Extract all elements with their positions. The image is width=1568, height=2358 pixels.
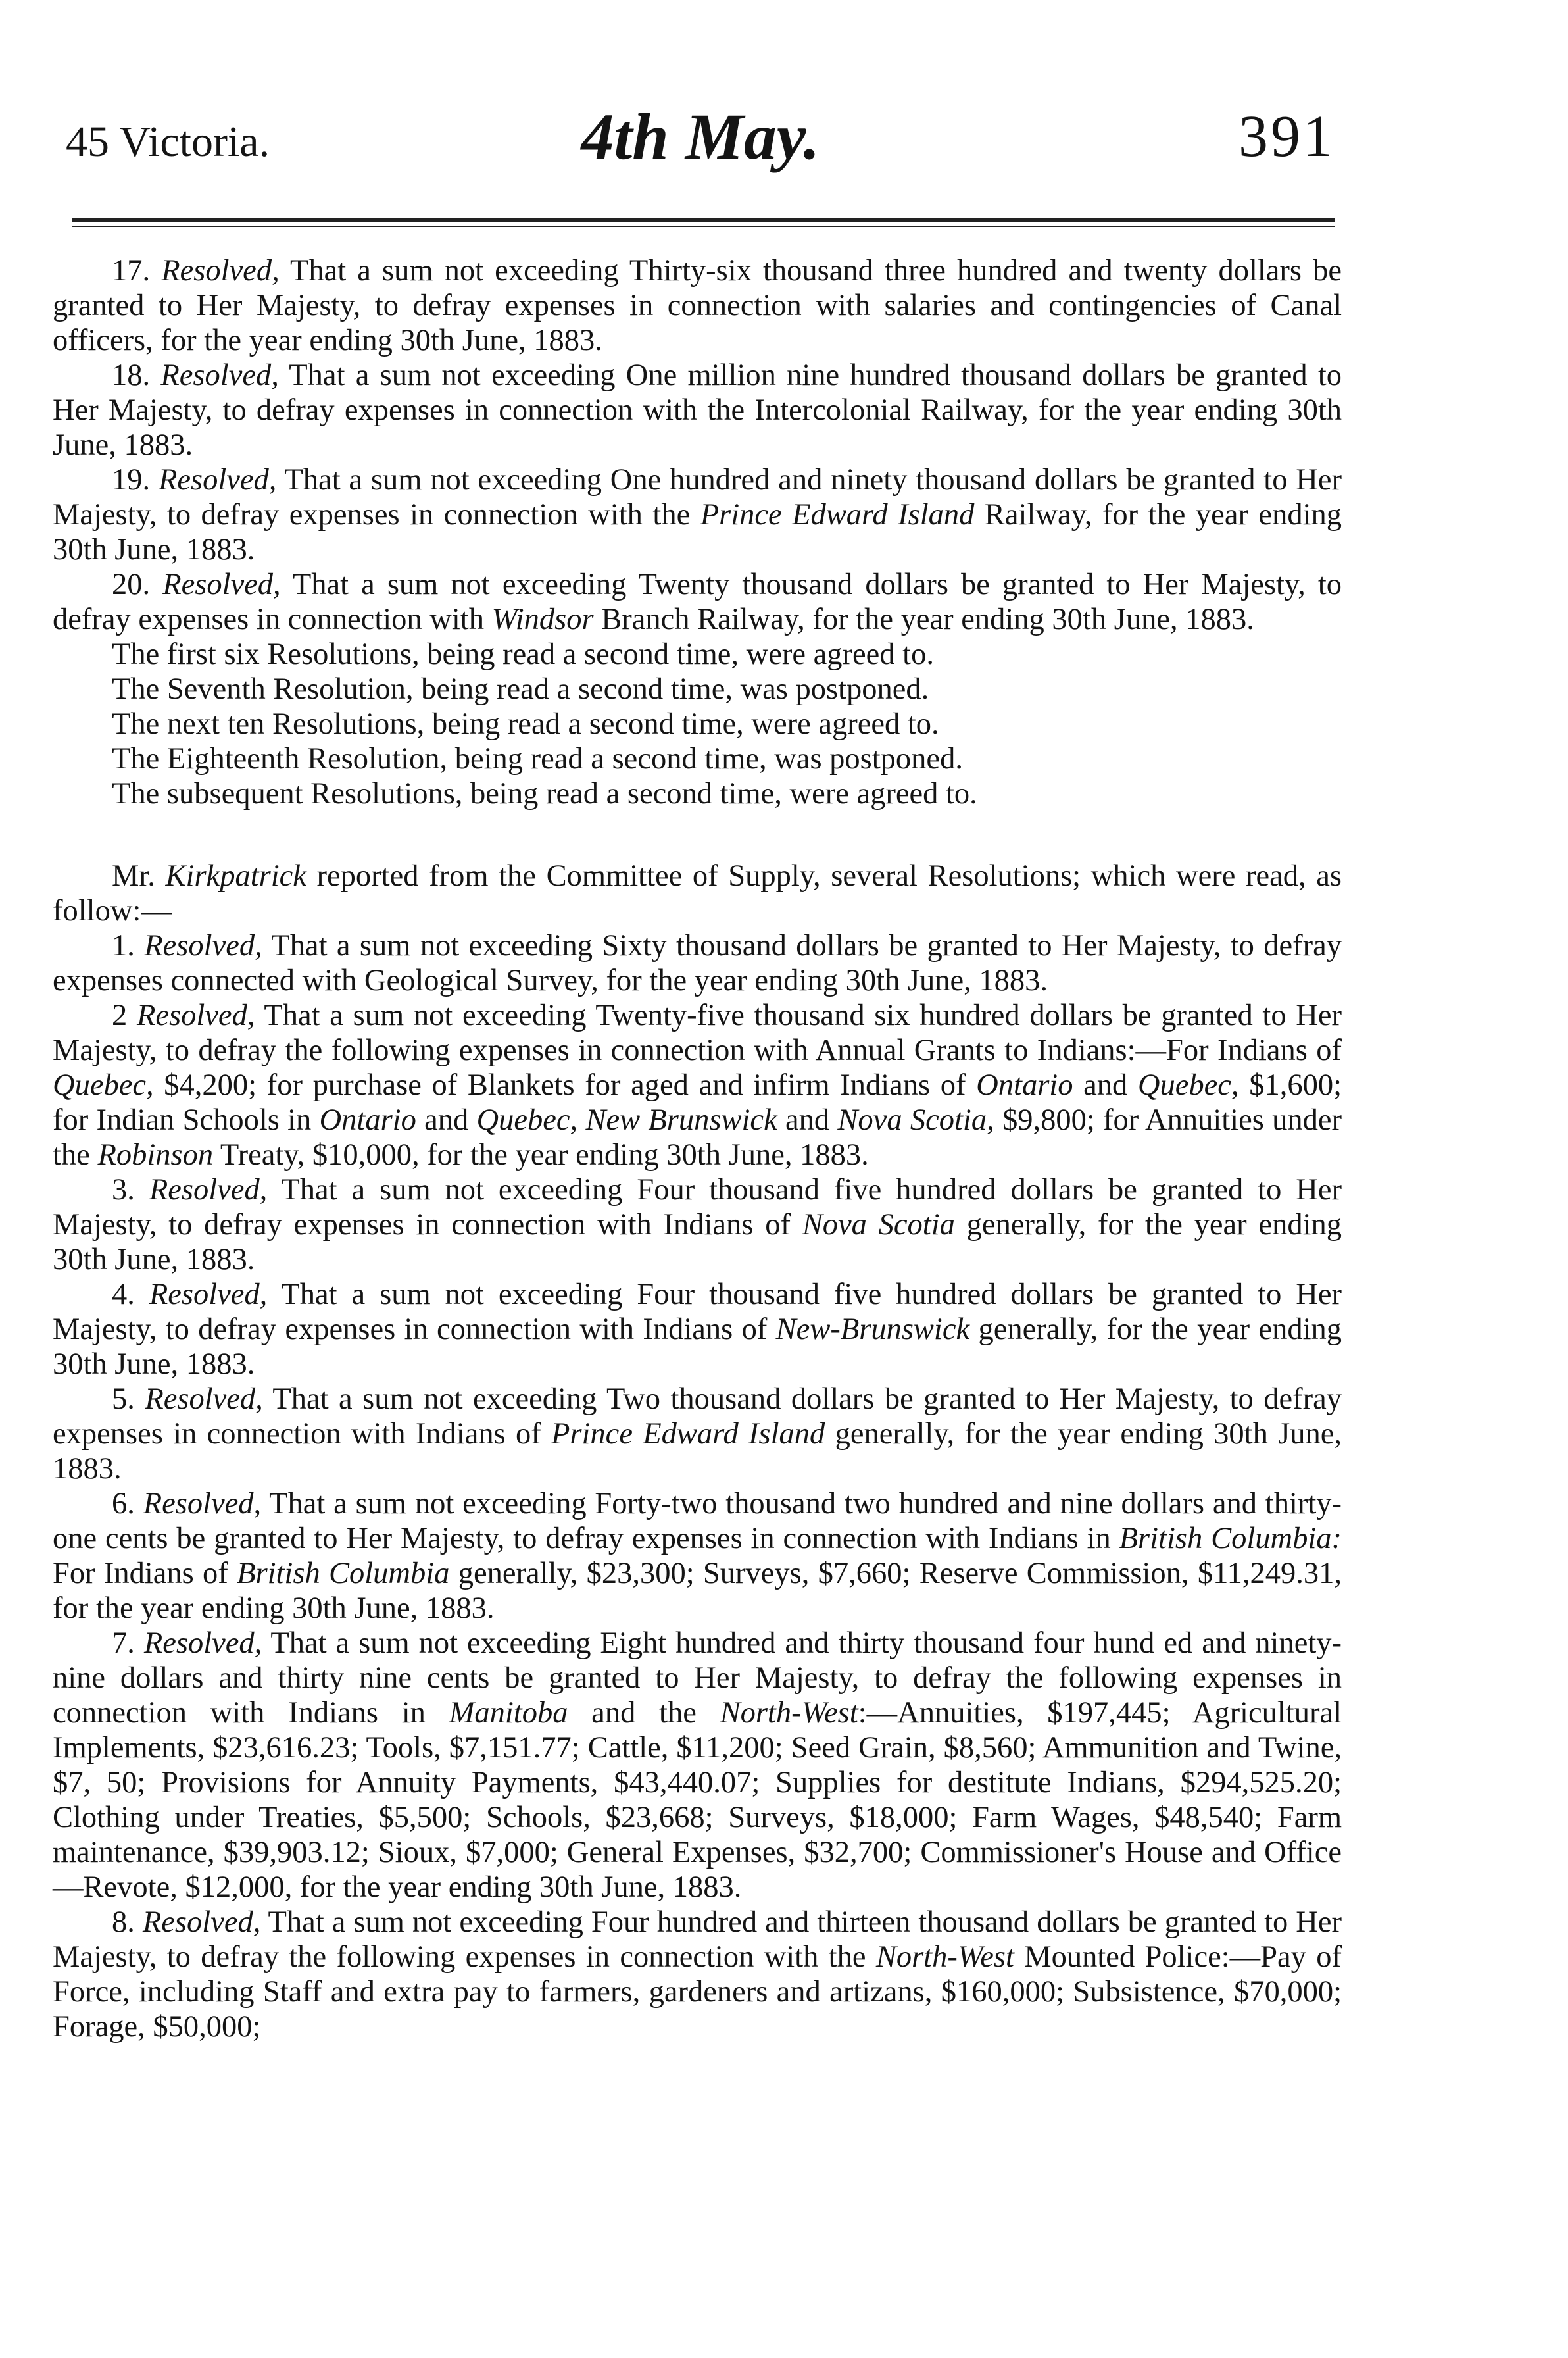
resolution-number: 6. (112, 1487, 143, 1520)
resolution-outcome: The Eighteenth Resolution, being read a second time, was postponed. (112, 742, 963, 776)
resolution (53, 358, 1342, 463)
regnal-year: 45 Victoria. (66, 118, 270, 166)
section1-outcomes (53, 637, 1342, 811)
resolution (53, 998, 1342, 1172)
text-run: That a sum not exceeding Four thousand five hundred dollars be granted to Her Majesty, to defray expenses in connection with Indians of (53, 1173, 1342, 1242)
resolution (53, 928, 1342, 998)
section1-resolutions (53, 253, 1342, 637)
italic-text: Resolved, (162, 568, 281, 601)
resolution-number: 1. (112, 929, 145, 963)
text-run: $1,600; for Indian Schools in (53, 1068, 1342, 1137)
text-run: Branch Railway, for the year ending 30th June, 1883. (593, 603, 1254, 636)
resolution-number: 19. (112, 463, 159, 497)
italic-text: Resolved, (149, 1173, 268, 1207)
resolution-number: 5. (112, 1382, 145, 1416)
italic-text: Windsor (491, 603, 594, 636)
text-run: :—Annuities, $197,445; Agricultural Implements, $23,616.23; Tools, $7,151.77; Cattle, $11,200; Seed Grain, $8,560; Ammunition and Twine, $7, 50; Provisions for Annuity Payments, $43,440.07; Supplies for destitute Indians, $294,525.20; Clothing under Treaties, $5,500; Schools, $23,668; Surveys, $18,000; Farm Wages, $48,540; Farm maintenance, $39,903.12; Sioux, $7,000; General Expenses, $32,700; Commissioner's House and Office—Revote, $12,000, for the year ending 30th June, 1883. (53, 1696, 1342, 1904)
resolution (53, 463, 1342, 567)
text-run: That a sum not exceeding Two thousand dollars be granted to Her Majesty, to defray expenses in connection with Indians of (53, 1382, 1342, 1451)
text-run: Railway, for the year ending 30th June, 1883. (53, 498, 1342, 566)
italic-text: Resolved, (144, 929, 262, 963)
italic-text: Resolved, (142, 1905, 261, 1939)
resolution (53, 1382, 1342, 1486)
text-run: reported from the Committee of Supply, several Resolutions; which were read, as follow:— (53, 859, 1342, 928)
italic-text: Quebec, (53, 1068, 154, 1102)
resolution-number: 18. (112, 359, 161, 392)
text-run: That a sum not exceeding Four hundred and thirteen thousand dollars be granted to Her Majesty, to defray the following expenses in connection with the (53, 1905, 1342, 1974)
text-run: and (777, 1103, 838, 1137)
text-run: That a sum not exceeding Thirty-six thousand three hundred and twenty dollars be granted to Her Majesty, to defray expenses in connection with salaries and contingencies of Canal officers, for the year ending 30th June, 1883. (53, 254, 1342, 357)
resolution (53, 1486, 1342, 1626)
italic-text: British Columbia: (1119, 1522, 1342, 1555)
resolution (53, 253, 1342, 358)
italic-text: Resolved, (160, 359, 279, 392)
italic-text: Resolved, (145, 1382, 263, 1416)
section2-resolutions (53, 928, 1342, 2044)
resolution (53, 1172, 1342, 1277)
italic-text: Resolved, (143, 1487, 262, 1520)
text-run: That a sum not exceeding One million nine hundred thousand dollars be granted to Her Majesty, to defray expenses in connection with the Intercolonial Railway, for the year ending 30th June, 1883. (53, 359, 1342, 462)
italic-text: Resolved, (161, 254, 280, 288)
italic-text: Nova Scotia (802, 1208, 955, 1242)
text-run: Treaty, $10,000, for the year ending 30th June, 1883. (213, 1138, 869, 1172)
resolution-number: 20. (112, 568, 163, 601)
resolution-number: 4. (112, 1278, 149, 1311)
resolution (53, 1277, 1342, 1382)
header-date: 4th May. (581, 100, 820, 173)
text-run: That a sum not exceeding Forty-two thousand two hundred and nine dollars and thirty-one cents be granted to Her Majesty, to defray expenses in connection with Indians in (53, 1487, 1342, 1555)
section-gap (53, 811, 1342, 859)
supply-report-intro (53, 859, 1342, 928)
resolution (53, 1905, 1342, 2044)
text-run: and the (568, 1696, 720, 1730)
italic-text: Nova Scotia, (837, 1103, 994, 1137)
italic-text: Manitoba (449, 1696, 568, 1730)
resolution (53, 1626, 1342, 1905)
italic-text: Prince Edward Island (700, 498, 975, 532)
italic-text: British Columbia (237, 1557, 450, 1590)
text-run: That a sum not exceeding Sixty thousand dollars be granted to Her Majesty, to defray expenses connected with Geological Survey, for the year ending 30th June, 1883. (53, 929, 1342, 997)
text-run: and (416, 1103, 477, 1137)
resolution-outcome: The next ten Resolutions, being read a second time, were agreed to. (112, 707, 939, 741)
text-run: Mr. (112, 859, 166, 893)
resolution-number: 8. (112, 1905, 143, 1939)
text-run: $9,800; for Annuities under the (53, 1103, 1342, 1172)
italic-text: Resolved, (158, 463, 277, 497)
page-body (53, 253, 1342, 2044)
text-run: That a sum not exceeding One hundred and ninety thousand dollars be granted to Her Majesty, to defray expenses in connection with the (53, 463, 1342, 532)
italic-text: Quebec, (1137, 1068, 1239, 1102)
text-run: $4,200; for purchase of Blankets for aged and infirm Indians of (153, 1068, 977, 1102)
italic-text: Quebec, New Brunswick (476, 1103, 777, 1137)
text-run: Mounted Police:—Pay of Force, including Staff and extra pay to farmers, gardeners and artizans, $160,000; Subsistence, $70,000; Forage, $50,000; (53, 1940, 1342, 2044)
text-run: For Indians of (53, 1557, 237, 1590)
text-run: That a sum not exceeding Twenty-five thousand six hundred dollars be granted to Her Majesty, to defray the following expenses in connection with Annual Grants to Indians:—For Indians of (53, 999, 1342, 1067)
text-run: generally, for the year ending 30th June, 1883. (53, 1313, 1342, 1381)
text-run: That a sum not exceeding Eight hundred and thirty thousand four hund ed and ninety-nine dollars and thirty nine cents be granted to Her Majesty, to defray the following expenses in connection with Indians in (53, 1626, 1342, 1730)
header-rule-thick (72, 218, 1335, 222)
page-header (66, 99, 1335, 197)
resolution-number: 7. (112, 1626, 144, 1660)
resolution-outcome: The subsequent Resolutions, being read a second time, were agreed to. (112, 777, 977, 811)
text-run: and (1073, 1068, 1138, 1102)
italic-text: Ontario (976, 1068, 1073, 1102)
page-number: 391 (1238, 104, 1335, 169)
italic-text: Ontario (319, 1103, 416, 1137)
resolution-number: 2 (112, 999, 137, 1032)
italic-text: Resolved, (149, 1278, 268, 1311)
italic-text: North-West (720, 1696, 858, 1730)
text-run: generally, for the year ending 30th June, 1883. (53, 1208, 1342, 1276)
resolution-outcome: The first six Resolutions, being read a second time, were agreed to. (112, 638, 934, 671)
header-rule-thin (72, 226, 1335, 227)
text-run: That a sum not exceeding Four thousand five hundred dollars be granted to Her Majesty, to defray expenses in connection with Indians of (53, 1278, 1342, 1346)
text-run: generally, $23,300; Surveys, $7,660; Reserve Commission, $11,249.31, for the year ending 30th June, 1883. (53, 1557, 1342, 1625)
resolution-number: 17. (112, 254, 162, 288)
italic-text: Resolved, (136, 999, 255, 1032)
italic-text: Robinson (97, 1138, 214, 1172)
italic-text: North-West (875, 1940, 1014, 1974)
italic-text: Prince Edward Island (551, 1417, 825, 1451)
resolution-outcome: The Seventh Resolution, being read a second time, was postponed. (112, 672, 929, 706)
italic-text: Kirkpatrick (165, 859, 306, 893)
italic-text: Resolved, (143, 1626, 262, 1660)
italic-text: New-Brunswick (775, 1313, 970, 1346)
resolution (53, 567, 1342, 637)
text-run: That a sum not exceeding Twenty thousand dollars be granted to Her Majesty, to defray expenses in connection with (53, 568, 1342, 636)
text-run: generally, for the year ending 30th June, 1883. (53, 1417, 1342, 1486)
resolution-number: 3. (112, 1173, 149, 1207)
